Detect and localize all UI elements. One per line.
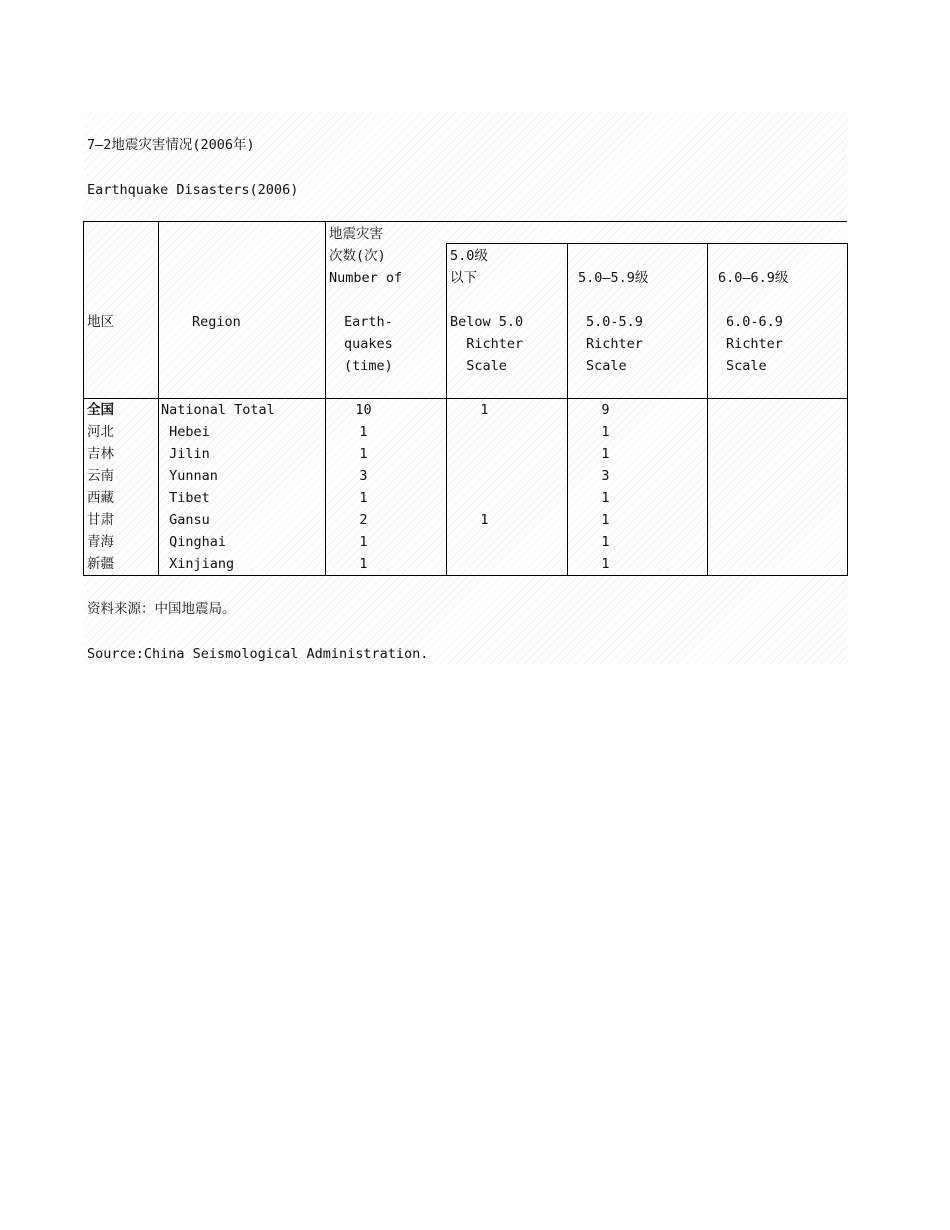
header-below5-line: Scale (450, 358, 507, 374)
header-m6-line: 6.0-6.9 (726, 314, 783, 330)
header-region-en: Region (192, 314, 241, 330)
header-count-line: Earth- (344, 314, 393, 330)
header-below5-line: Richter (450, 336, 524, 352)
cell-m5: 1 (601, 512, 610, 528)
cell-count: 3 (359, 468, 368, 484)
cell-cn: 云南 (87, 468, 114, 484)
cell-cn: 河北 (87, 424, 114, 440)
header-m5-line: Richter (586, 336, 643, 352)
header-m6-line: Scale (726, 358, 767, 374)
cell-en: Hebei (161, 424, 210, 440)
cell-count: 10 (355, 402, 372, 418)
header-count-line: 地震灾害 (329, 226, 383, 242)
header-count-line: 次数(次) (329, 248, 386, 264)
header-below5-line: Below 5.0 (450, 314, 524, 330)
header-m5-line: 5.0—5.9级 (578, 270, 649, 286)
cell-cn: 全国 (87, 402, 114, 418)
cell-cn: 吉林 (87, 446, 114, 462)
cell-m5: 1 (601, 446, 610, 462)
header-m6-line: Richter (726, 336, 783, 352)
cell-m5: 1 (601, 556, 610, 572)
header-region-cn: 地区 (87, 314, 114, 330)
cell-below5: 1 (480, 402, 489, 418)
cell-count: 1 (359, 556, 368, 572)
cell-cn: 西藏 (87, 490, 114, 506)
cell-count: 1 (359, 534, 368, 550)
cell-m5: 3 (601, 468, 610, 484)
cell-count: 1 (359, 490, 368, 506)
cell-m5: 1 (601, 490, 610, 506)
table-title-cn: 7—2地震灾害情况(2006年) (87, 137, 255, 153)
cell-m5: 1 (601, 534, 610, 550)
header-m5-line: 5.0-5.9 (586, 314, 643, 330)
header-m6-line: 6.0—6.9级 (718, 270, 789, 286)
header-count-line: quakes (344, 336, 393, 352)
cell-cn: 甘肃 (87, 512, 114, 528)
table-title-en: Earthquake Disasters(2006) (87, 182, 299, 198)
source-en: Source:China Seismological Administration. (87, 646, 429, 662)
cell-count: 1 (359, 446, 368, 462)
cell-m5: 1 (601, 424, 610, 440)
source-cn: 资料来源：中国地震局。 (87, 601, 236, 617)
cell-below5: 1 (480, 512, 489, 528)
cell-cn: 青海 (87, 534, 114, 550)
cell-count: 1 (359, 424, 368, 440)
cell-en: National Total (161, 402, 275, 418)
header-count-line: Number of (329, 270, 403, 286)
header-m5-line: Scale (586, 358, 627, 374)
cell-cn: 新疆 (87, 556, 114, 572)
cell-count: 2 (359, 512, 368, 528)
header-below5-line: 5.0级 (450, 248, 488, 264)
header-below5-line: 以下 (450, 270, 477, 286)
cell-en: Gansu (161, 512, 210, 528)
cell-en: Jilin (161, 446, 210, 462)
cell-en: Tibet (161, 490, 210, 506)
cell-en: Xinjiang (161, 556, 235, 572)
header-count-line: (time) (344, 358, 393, 374)
cell-en: Yunnan (161, 468, 218, 484)
cell-m5: 9 (601, 402, 610, 418)
cell-en: Qinghai (161, 534, 227, 550)
